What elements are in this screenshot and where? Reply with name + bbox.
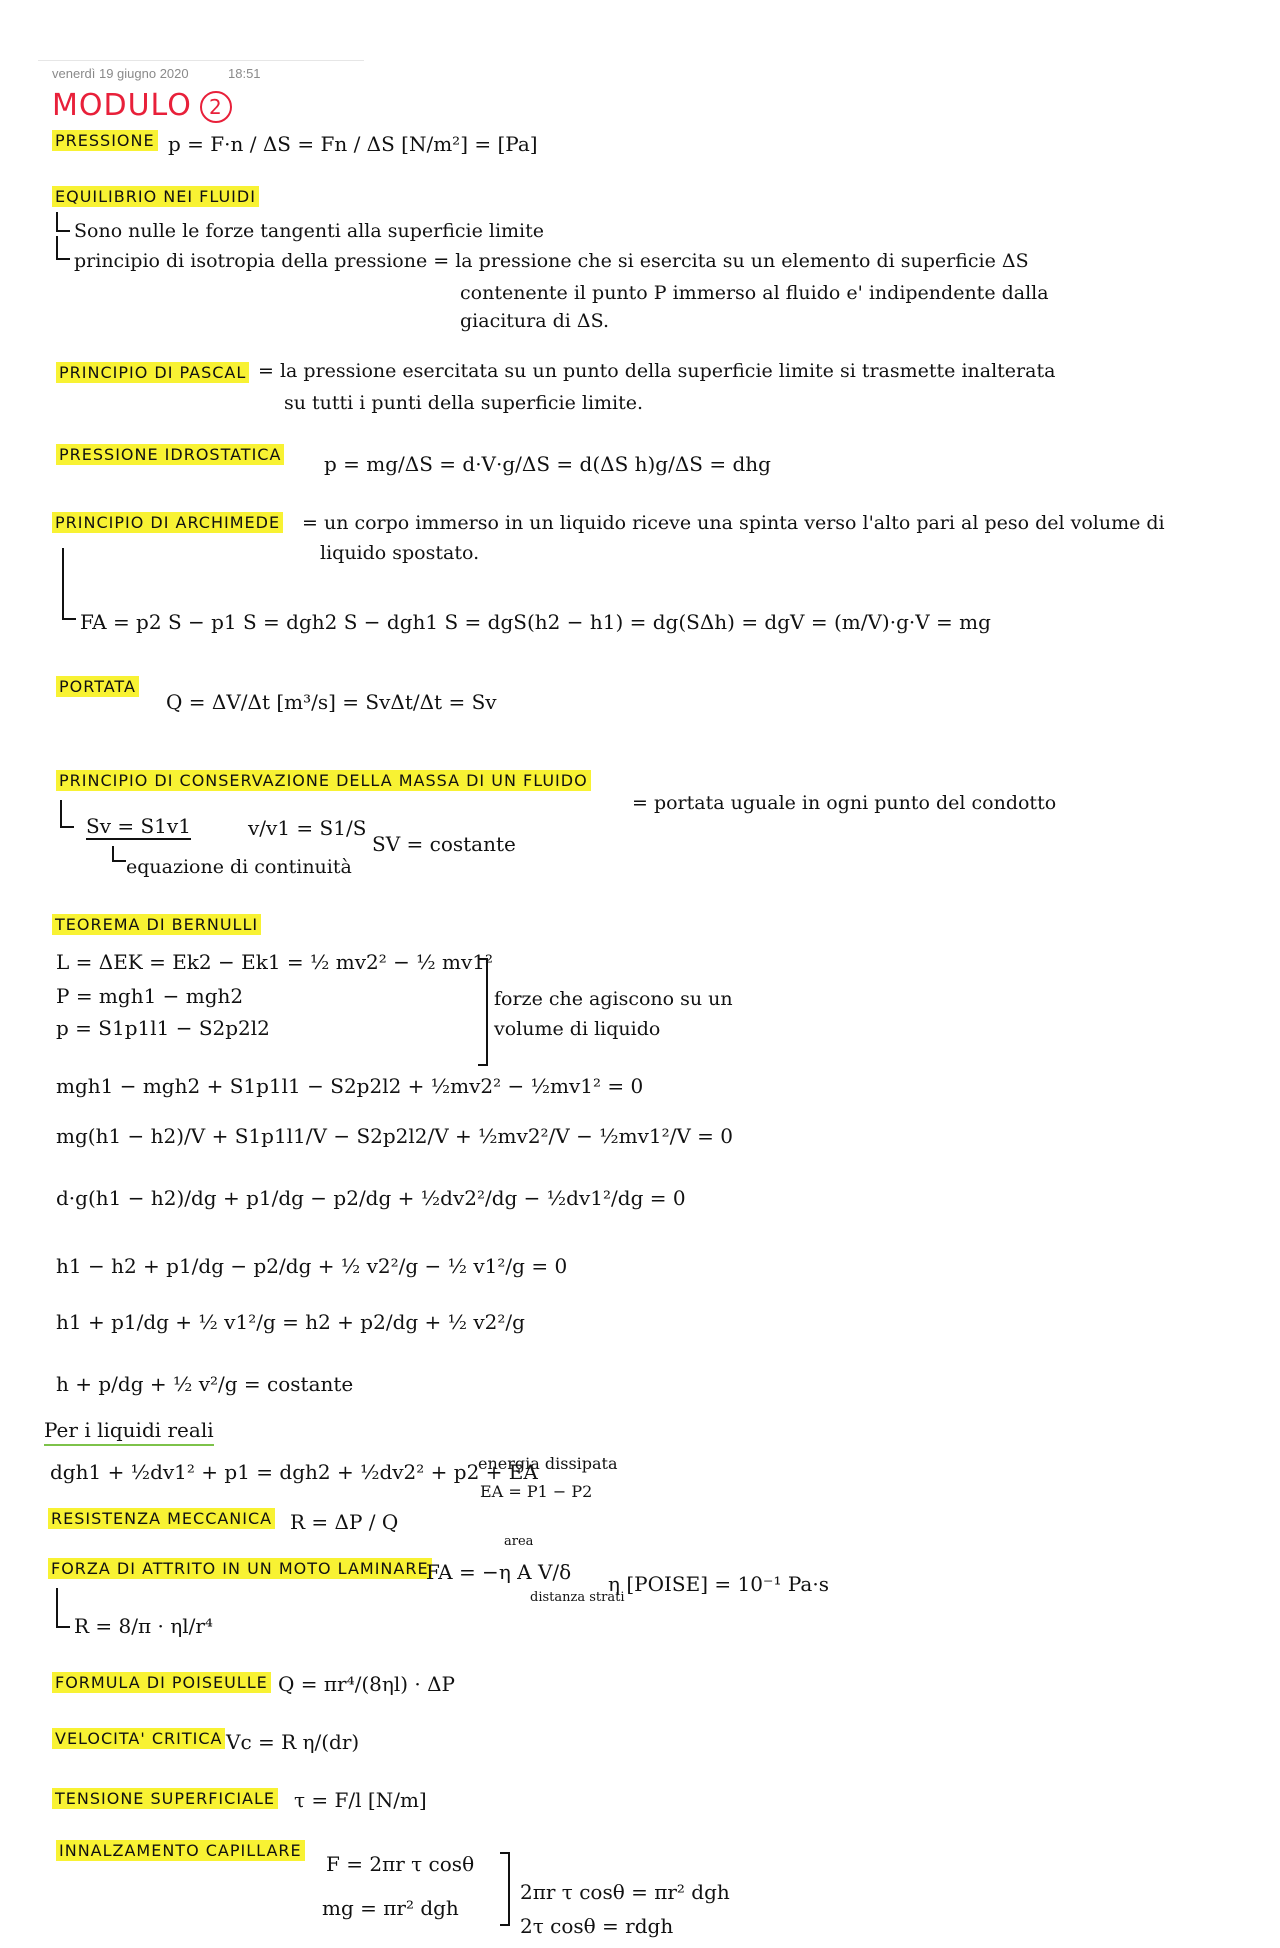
arrow-connector bbox=[56, 1588, 70, 1628]
portata-formula: Q = ΔV/Δt [m³/s] = SvΔt/Δt = Sv bbox=[166, 690, 497, 714]
attrito-formula: FA = −η A V/δ bbox=[426, 1560, 572, 1584]
section-attrito-label: FORZA DI ATTRITO IN UN MOTO LAMINARE bbox=[48, 1558, 432, 1579]
section-poiseulle-label: FORMULA DI POISEULLE bbox=[52, 1672, 271, 1693]
section-resistenza-label: RESISTENZA MECCANICA bbox=[48, 1508, 275, 1529]
section-conservazione-label: PRINCIPIO DI CONSERVAZIONE DELLA MASSA DI UN FLUIDO bbox=[56, 770, 591, 791]
bernulli-eq-6: h + p/dg + ½ v²/g = costante bbox=[56, 1372, 354, 1396]
section-capillare-label: INNALZAMENTO CAPILLARE bbox=[56, 1840, 305, 1861]
bernulli-eq-4: h1 − h2 + p1/dg − p2/dg + ½ v2²/g − ½ v1²/g = 0 bbox=[56, 1254, 568, 1278]
title-text: MODULO bbox=[52, 88, 192, 123]
reali-ea: EA = P1 − P2 bbox=[480, 1482, 593, 1501]
bernulli-side-note-1: forze che agiscono su un bbox=[494, 988, 733, 1010]
section-archimede-label: PRINCIPIO DI ARCHIMEDE bbox=[52, 512, 283, 533]
section-pressione-formula: p = F·n / ΔS = Fn / ΔS [N/m²] = [Pa] bbox=[168, 132, 538, 156]
equilibrio-line-3: contenente il punto P immerso al fluido e' indipendente dalla bbox=[460, 282, 1049, 304]
bernulli-line-3: p = S1p1l1 − S2p2l2 bbox=[56, 1016, 270, 1040]
attrito-distanza-label: distanza strati bbox=[530, 1590, 625, 1605]
conservazione-desc: = portata uguale in ogni punto del condotto bbox=[632, 792, 1057, 814]
section-pressione-label: PRESSIONE bbox=[52, 130, 158, 151]
arrow-connector bbox=[56, 236, 70, 260]
capillare-r1: 2πr τ cosθ = πr² dgh bbox=[520, 1880, 730, 1904]
conservazione-formula-2: v/v1 = S1/S bbox=[248, 816, 367, 840]
reali-energia: energia dissipata bbox=[478, 1454, 618, 1473]
section-pascal-label: PRINCIPIO DI PASCAL bbox=[56, 362, 249, 383]
note-time: 18:51 bbox=[228, 66, 261, 81]
section-equilibrio-label: EQUILIBRIO NEI FLUIDI bbox=[52, 186, 259, 207]
bernulli-bracket bbox=[478, 958, 488, 1066]
conservazione-note: equazione di continuità bbox=[126, 856, 352, 878]
section-reali-label: Per i liquidi reali bbox=[44, 1418, 214, 1446]
bernulli-side-note-2: volume di liquido bbox=[494, 1018, 661, 1040]
archimede-line-1: = un corpo immerso in un liquido riceve una spinta verso l'alto pari al peso del volume di bbox=[302, 512, 1165, 534]
idrostatica-formula: p = mg/ΔS = d·V·g/ΔS = d(ΔS h)g/ΔS = dhg bbox=[324, 452, 771, 476]
bernulli-eq-2: mg(h1 − h2)/V + S1p1l1/V − S2p2l2/V + ½mv2²/V − ½mv1²/V = 0 bbox=[56, 1124, 733, 1148]
capillare-f1: F = 2πr τ cosθ bbox=[326, 1852, 475, 1876]
conservazione-formula-1: Sv = S1v1 bbox=[86, 814, 191, 838]
bernulli-eq-3: d·g(h1 − h2)/dg + p1/dg − p2/dg + ½dv2²/dg − ½dv1²/dg = 0 bbox=[56, 1186, 686, 1210]
poiseulle-formula: Q = πr⁴/(8ηl) · ΔP bbox=[278, 1672, 456, 1696]
tensione-formula: τ = F/l [N/m] bbox=[294, 1788, 427, 1812]
capillare-f2: mg = πr² dgh bbox=[322, 1896, 459, 1920]
bernulli-line-1: L = ΔEK = Ek2 − Ek1 = ½ mv2² − ½ mv1² bbox=[56, 950, 494, 974]
equilibrio-line-2: principio di isotropia della pressione = la pressione che si esercita su un elemento di superficie ΔS bbox=[74, 250, 1029, 272]
note-date: venerdì 19 giugno 2020 bbox=[52, 66, 189, 81]
bernulli-eq-5: h1 + p1/dg + ½ v1²/g = h2 + p2/dg + ½ v2²/g bbox=[56, 1310, 525, 1334]
attrito-poise: η [POISE] = 10⁻¹ Pa·s bbox=[608, 1572, 829, 1596]
capillare-bracket bbox=[500, 1852, 510, 1926]
pascal-line-2: su tutti i punti della superficie limite. bbox=[284, 392, 644, 414]
arrow-connector bbox=[56, 212, 70, 232]
capillare-r2: 2τ cosθ = rdgh bbox=[520, 1914, 674, 1938]
bernulli-eq-1: mgh1 − mgh2 + S1p1l1 − S2p2l2 + ½mv2² − ½mv1² = 0 bbox=[56, 1074, 644, 1098]
bernulli-line-2: P = mgh1 − mgh2 bbox=[56, 984, 244, 1008]
section-tensione-label: TENSIONE SUPERFICIALE bbox=[52, 1788, 278, 1809]
attrito-r-formula: R = 8/π · ηl/r⁴ bbox=[74, 1614, 213, 1638]
archimede-formula: FA = p2 S − p1 S = dgh2 S − dgh1 S = dgS(h2 − h1) = dg(SΔh) = dgV = (m/V)·g·V = mg bbox=[80, 610, 991, 634]
reali-formula: dgh1 + ½dv1² + p1 = dgh2 + ½dv2² + p2 + EA bbox=[50, 1460, 538, 1484]
velocita-formula: Vc = R η/(dr) bbox=[226, 1730, 360, 1754]
page-title bbox=[52, 88, 232, 123]
section-velocita-label: VELOCITA' CRITICA bbox=[52, 1728, 225, 1749]
arrow-connector bbox=[112, 846, 126, 862]
arrow-connector bbox=[62, 548, 76, 620]
equilibrio-line-4: giacitura di ΔS. bbox=[460, 310, 609, 332]
header-divider bbox=[38, 60, 364, 61]
equilibrio-line-1: Sono nulle le forze tangenti alla superficie limite bbox=[74, 220, 545, 242]
title-number: 2 bbox=[200, 91, 232, 123]
section-portata-label: PORTATA bbox=[56, 676, 139, 697]
section-idrostatica-label: PRESSIONE IDROSTATICA bbox=[56, 444, 284, 465]
conservazione-formula-3: SV = costante bbox=[372, 832, 516, 856]
resistenza-formula: R = ΔP / Q bbox=[290, 1510, 399, 1534]
arrow-connector bbox=[60, 800, 74, 828]
pascal-line-1: = la pressione esercitata su un punto della superficie limite si trasmette inalterata bbox=[258, 360, 1056, 382]
section-bernulli-label: TEOREMA DI BERNULLI bbox=[52, 914, 261, 935]
attrito-area-label: area bbox=[504, 1534, 534, 1549]
archimede-line-2: liquido spostato. bbox=[320, 542, 480, 564]
